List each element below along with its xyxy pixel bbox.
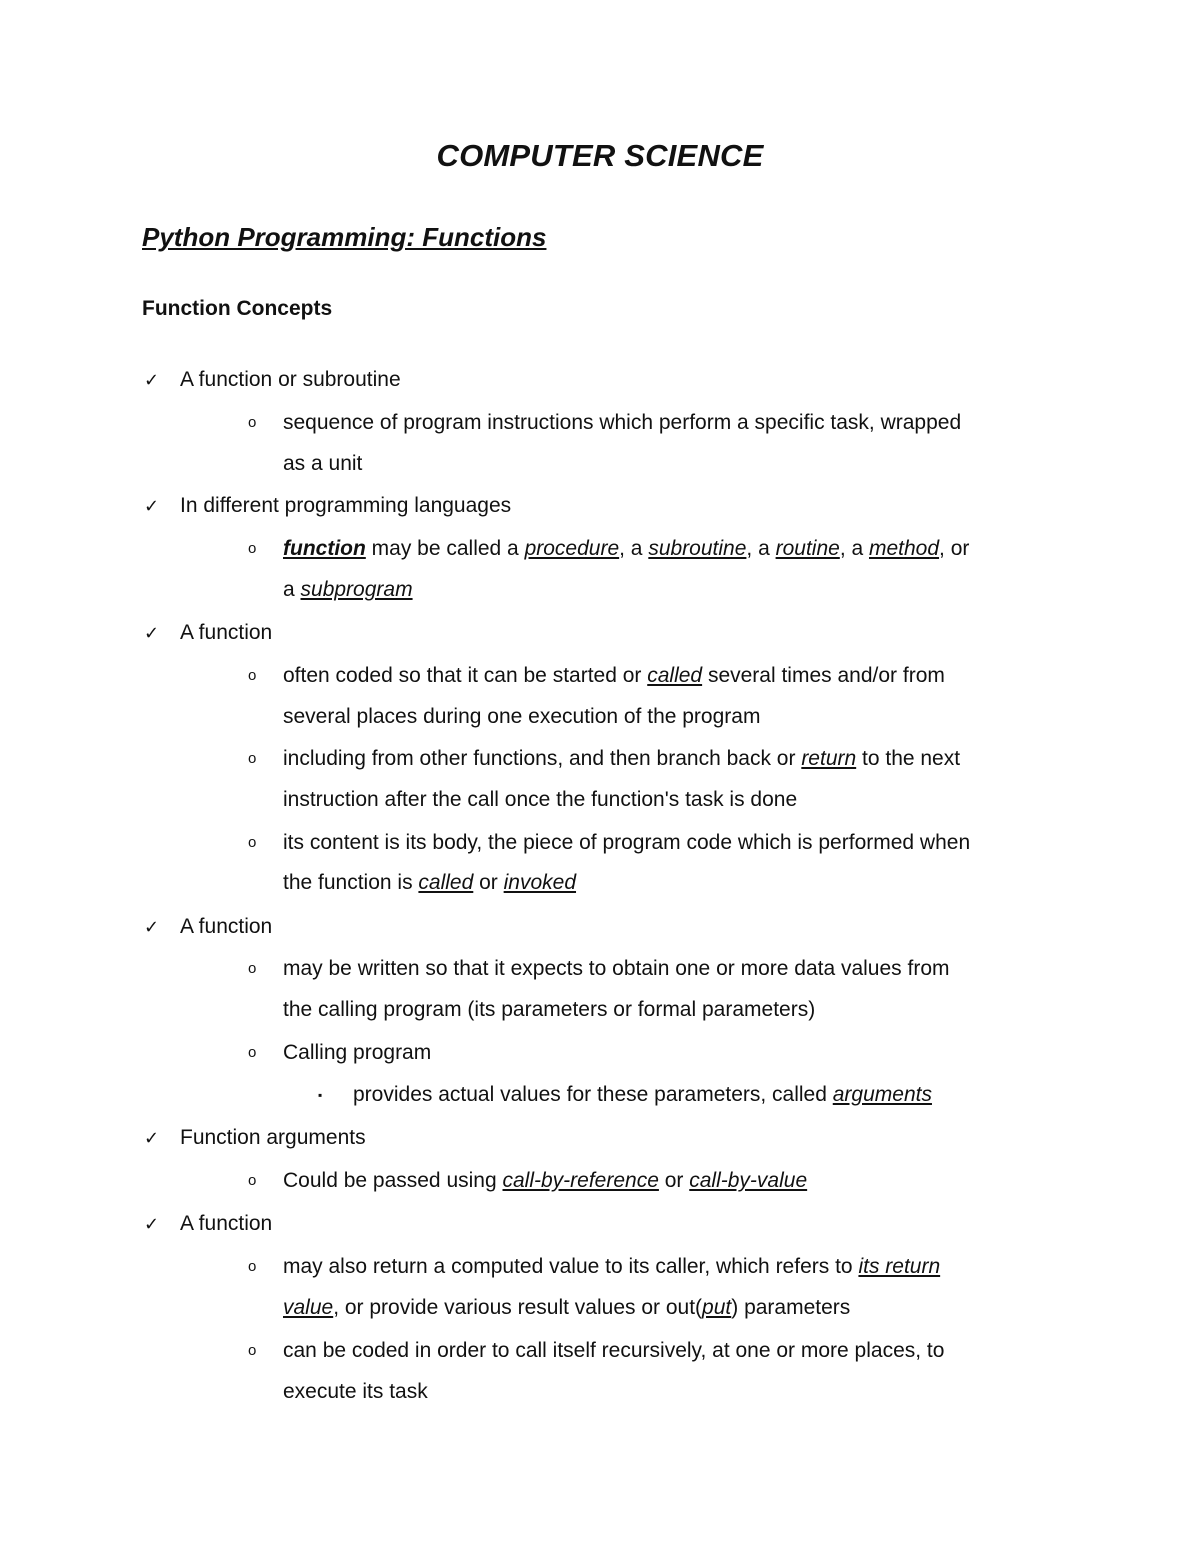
page-title: COMPUTER SCIENCE	[436, 138, 764, 173]
text-run: a	[283, 578, 301, 601]
list-item-text: several places during one execution of the program	[283, 705, 761, 728]
check-icon: ✓	[144, 1214, 160, 1234]
list-item-text: as a unit	[283, 452, 363, 475]
circle-bullet-icon: o	[248, 667, 257, 684]
term-arguments: arguments	[832, 1083, 932, 1106]
circle-bullet-icon: o	[248, 750, 257, 767]
list-item: A function	[180, 1212, 273, 1235]
term-function: function	[283, 537, 366, 560]
text-run: , a	[619, 537, 649, 560]
term-invoked: invoked	[503, 871, 577, 894]
term-its-return: its return	[858, 1255, 941, 1278]
circle-bullet-icon: o	[248, 1172, 257, 1189]
term-return: return	[801, 747, 857, 770]
list-item: In different programming languages	[180, 494, 512, 517]
list-item-text	[283, 746, 960, 772]
page-subtitle: Python Programming: Functions	[142, 222, 547, 252]
list-item-text	[283, 870, 576, 896]
list-item: A function	[180, 915, 273, 938]
term-call-by-value: call-by-value	[689, 1169, 808, 1192]
list-item-text: sequence of program instructions which perform a specific task, wrapped	[283, 411, 962, 434]
text-run: , or	[939, 537, 970, 560]
text-run: often coded so that it can be started or	[283, 664, 648, 687]
text-run: may be called a	[365, 537, 525, 560]
text-run: may also return a computed value to its caller, which refers to	[283, 1255, 859, 1278]
text-run: or	[658, 1169, 690, 1192]
list-item-text	[283, 663, 945, 689]
list-item-text: may be written so that it expects to obtain one or more data values from	[283, 957, 950, 980]
list-item-text: Calling program	[283, 1041, 432, 1064]
term-routine: routine	[775, 537, 840, 560]
text-run: including from other functions, and then branch back or	[283, 747, 802, 770]
text-run: , a	[746, 537, 776, 560]
text-run: the function is	[283, 871, 419, 894]
term-call-by-reference: call-by-reference	[502, 1169, 659, 1192]
list-item-text: can be coded in order to call itself recursively, at one or more places, to	[283, 1339, 945, 1362]
term-procedure: procedure	[524, 537, 620, 560]
circle-bullet-icon: o	[248, 1342, 257, 1359]
list-item-text: instruction after the call once the function's task is done	[283, 788, 798, 811]
list-item-text	[353, 1082, 932, 1108]
text-run: , a	[839, 537, 869, 560]
circle-bullet-icon: o	[248, 1044, 257, 1061]
circle-bullet-icon: o	[248, 414, 257, 431]
list-item: A function	[180, 621, 273, 644]
circle-bullet-icon: o	[248, 540, 257, 557]
list-item-text: execute its task	[283, 1380, 428, 1403]
text-run: Could be passed using	[283, 1169, 503, 1192]
circle-bullet-icon: o	[248, 834, 257, 851]
term-value: value	[283, 1296, 334, 1319]
section-heading: Function Concepts	[142, 297, 333, 320]
term-method: method	[869, 537, 940, 560]
list-item-text	[283, 1295, 850, 1321]
circle-bullet-icon: o	[248, 1258, 257, 1275]
check-icon: ✓	[144, 370, 160, 390]
list-item-text	[283, 577, 413, 603]
list-item-text: the calling program (its parameters or formal parameters)	[283, 998, 816, 1021]
text-run: several times and/or from	[702, 664, 945, 687]
text-run: provides actual values for these parameters, called	[353, 1083, 833, 1106]
list-item-text	[283, 536, 969, 562]
list-item-text	[283, 1254, 940, 1280]
term-subprogram: subprogram	[300, 578, 413, 601]
text-run: , or provide various result values or out(	[333, 1296, 703, 1319]
list-item: A function or subroutine	[180, 368, 401, 391]
term-called: called	[418, 871, 474, 894]
square-bullet-icon: ▪	[318, 1088, 323, 1102]
term-called: called	[647, 664, 703, 687]
text-run: to the next	[856, 747, 961, 770]
check-icon: ✓	[144, 1128, 160, 1148]
list-item-text: its content is its body, the piece of program code which is performed when	[283, 831, 971, 854]
term-put: put	[702, 1296, 732, 1319]
term-subroutine: subroutine	[648, 537, 747, 560]
list-item-text	[283, 1168, 807, 1194]
check-icon: ✓	[144, 496, 160, 516]
text-run: ) parameters	[731, 1296, 851, 1319]
text-run: or	[473, 871, 504, 894]
check-icon: ✓	[144, 917, 160, 937]
circle-bullet-icon: o	[248, 960, 257, 977]
check-icon: ✓	[144, 623, 160, 643]
list-item: Function arguments	[180, 1126, 366, 1149]
